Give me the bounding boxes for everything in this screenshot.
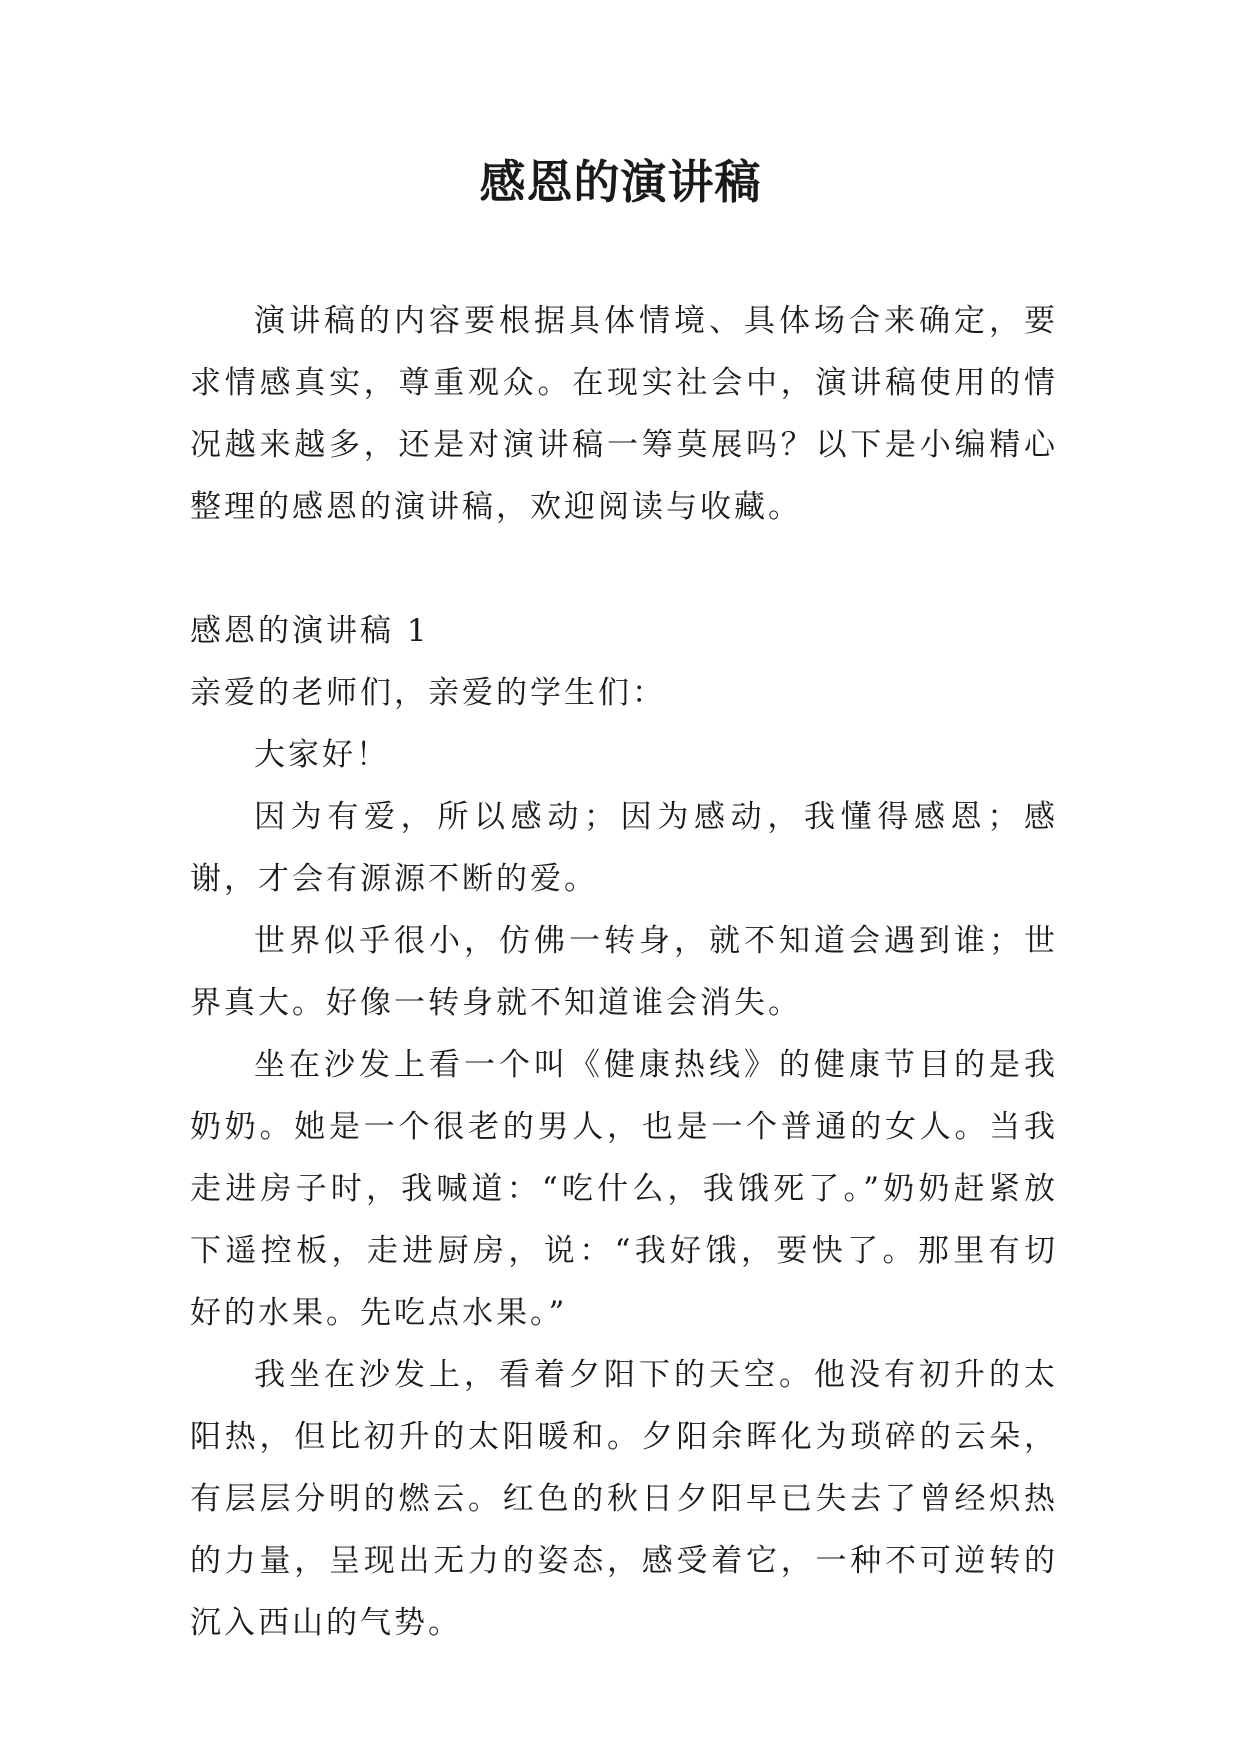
body-paragraph: 我坐在沙发上，看着夕阳下的天空。他没有初升的太阳热，但比初升的太阳暖和。夕阳余晖化为琐碎的云朵，有层层分明的燃云。红色的秋日夕阳早已失去了曾经炽热的力量，呈现出无力的姿态，感受着它，一种不可逆转的沉入西山的气势。 [190, 1357, 1058, 1641]
salutation: 亲爱的老师们，亲爱的学生们： [190, 675, 666, 711]
greeting: 大家好！ [254, 737, 390, 773]
body-paragraph: 因为有爱，所以感动；因为感动，我懂得感恩；感谢，才会有源源不断的爱。 [190, 799, 1058, 897]
body-paragraph: 坐在沙发上看一个叫《健康热线》的健康节目的是我奶奶。她是一个很老的男人，也是一个普通的女人。当我走进房子时，我喊道：“吃什么，我饿死了。”奶奶赶紧放下遥控板，走进厨房，说：“我好饿，要快了。那里有切好的水果。先吃点水果。” [190, 1047, 1058, 1331]
intro-paragraph: 演讲稿的内容要根据具体情境、具体场合来确定，要求情感真实，尊重观众。在现实社会中，演讲稿使用的情况越来越多，还是对演讲稿一筹莫展吗？以下是小编精心整理的感恩的演讲稿，欢迎阅读与收藏。 [190, 303, 1058, 525]
document-title: 感恩的演讲稿 [479, 155, 762, 209]
document-body [190, 290, 1058, 1654]
spacer [190, 538, 1058, 600]
body-paragraph: 世界似乎很小，仿佛一转身，就不知道会遇到谁；世界真大。好像一转身就不知道谁会消失。 [190, 923, 1058, 1021]
section-heading: 感恩的演讲稿 1 [190, 613, 430, 649]
